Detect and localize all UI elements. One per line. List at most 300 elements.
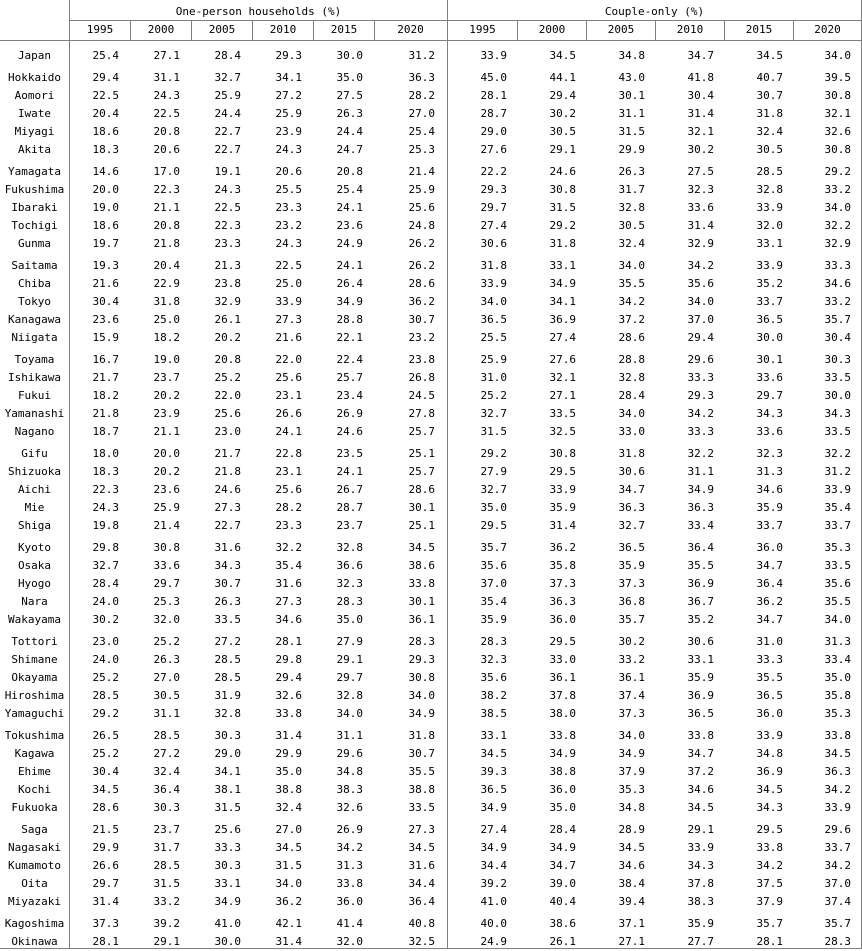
one-person-value: 38.8 (408, 783, 435, 796)
one-person-value: 28.6 (92, 801, 119, 814)
one-person-value: 20.0 (153, 447, 180, 460)
year-header: 2015 (745, 23, 773, 36)
year-header: 2005 (607, 23, 635, 36)
one-person-value: 18.3 (92, 465, 119, 478)
prefecture-label: Saitama (11, 259, 58, 272)
prefecture-label: Gifu (21, 447, 48, 460)
one-person-value: 24.6 (336, 425, 363, 438)
prefecture-label: Gunma (17, 237, 52, 250)
one-person-value: 25.6 (214, 823, 241, 836)
one-person-value: 30.3 (214, 729, 241, 742)
one-person-value: 25.6 (214, 407, 241, 420)
couple-only-value: 36.5 (618, 541, 645, 554)
couple-only-value: 35.3 (824, 541, 851, 554)
couple-only-value: 30.5 (549, 125, 576, 138)
prefecture-label: Japan (17, 49, 52, 62)
one-person-value: 36.2 (408, 295, 435, 308)
couple-only-value: 34.0 (824, 201, 851, 214)
one-person-value: 21.8 (214, 465, 241, 478)
couple-only-value: 28.5 (756, 165, 783, 178)
couple-only-value: 33.5 (549, 407, 576, 420)
couple-only-value: 30.2 (549, 107, 576, 120)
one-person-value: 29.8 (92, 541, 119, 554)
one-person-value: 22.4 (336, 353, 363, 366)
prefecture-label: Hyogo (17, 577, 52, 590)
couple-only-value: 36.8 (618, 595, 645, 608)
one-person-value: 17.0 (153, 165, 180, 178)
couple-only-value: 29.2 (824, 165, 851, 178)
couple-only-value: 35.9 (480, 613, 507, 626)
one-person-value: 30.1 (408, 595, 435, 608)
couple-only-value: 34.0 (824, 49, 851, 62)
one-person-value: 34.1 (275, 71, 302, 84)
year-header: 2000 (538, 23, 566, 36)
couple-only-value: 27.5 (687, 165, 714, 178)
one-person-value: 33.5 (214, 613, 241, 626)
one-person-value: 18.2 (92, 389, 119, 402)
couple-only-value: 35.3 (824, 707, 851, 720)
couple-only-value: 34.3 (756, 407, 783, 420)
one-person-value: 14.6 (92, 165, 119, 178)
prefecture-label: Kumamoto (8, 859, 61, 872)
couple-only-value: 32.8 (756, 183, 783, 196)
couple-only-value: 37.8 (687, 877, 714, 890)
couple-only-value: 37.0 (824, 877, 851, 890)
prefecture-label: Hiroshima (4, 689, 65, 702)
couple-only-value: 29.0 (480, 125, 507, 138)
couple-only-value: 34.9 (480, 841, 507, 854)
couple-only-value: 34.7 (618, 483, 645, 496)
couple-only-value: 35.0 (480, 501, 507, 514)
couple-only-value: 37.1 (618, 917, 645, 930)
couple-only-value: 33.5 (824, 559, 851, 572)
couple-only-value: 29.6 (824, 823, 851, 836)
prefecture-label: Miyagi (14, 125, 55, 138)
one-person-value: 20.8 (153, 125, 180, 138)
one-person-value: 30.5 (153, 689, 180, 702)
couple-only-value: 36.4 (756, 577, 783, 590)
couple-only-value: 34.0 (618, 407, 645, 420)
couple-only-value: 45.0 (480, 71, 507, 84)
one-person-value: 18.2 (153, 331, 180, 344)
one-person-value: 24.7 (336, 143, 363, 156)
one-person-value: 27.3 (214, 501, 241, 514)
couple-only-value: 31.0 (756, 635, 783, 648)
one-person-value: 31.2 (408, 49, 435, 62)
prefecture-label: Miyazaki (8, 895, 61, 908)
couple-only-value: 38.0 (549, 707, 576, 720)
one-person-value: 29.4 (92, 71, 119, 84)
one-person-value: 32.2 (275, 541, 302, 554)
one-person-value: 24.4 (336, 125, 363, 138)
one-person-value: 22.5 (153, 107, 180, 120)
one-person-value: 26.7 (336, 483, 363, 496)
prefecture-label: Nagasaki (8, 841, 61, 854)
one-person-value: 26.3 (336, 107, 363, 120)
couple-only-value: 37.9 (618, 765, 645, 778)
one-person-value: 24.3 (153, 89, 180, 102)
couple-only-value: 34.6 (687, 783, 714, 796)
couple-only-value: 30.2 (687, 143, 714, 156)
couple-only-value: 29.7 (756, 389, 783, 402)
one-person-value: 22.8 (275, 447, 302, 460)
couple-only-value: 29.3 (687, 389, 714, 402)
couple-only-value: 32.1 (549, 371, 576, 384)
couple-only-value: 31.2 (824, 465, 851, 478)
one-person-value: 32.3 (336, 577, 363, 590)
one-person-value: 18.0 (92, 447, 119, 460)
one-person-value: 30.1 (408, 501, 435, 514)
one-person-value: 24.5 (408, 389, 435, 402)
couple-only-value: 27.9 (480, 465, 507, 478)
one-person-value: 25.0 (153, 313, 180, 326)
one-person-value: 34.0 (408, 689, 435, 702)
one-person-value: 29.9 (92, 841, 119, 854)
one-person-value: 18.6 (92, 125, 119, 138)
couple-only-value: 35.5 (687, 559, 714, 572)
one-person-value: 22.5 (275, 259, 302, 272)
couple-only-value: 34.7 (549, 859, 576, 872)
one-person-value: 23.3 (275, 519, 302, 532)
border-below-year-header (0, 40, 862, 41)
couple-only-value: 34.5 (756, 49, 783, 62)
prefecture-label: Wakayama (8, 613, 61, 626)
one-person-value: 30.0 (214, 935, 241, 948)
couple-only-value: 34.2 (687, 407, 714, 420)
one-person-value: 23.0 (214, 425, 241, 438)
one-person-value: 27.3 (275, 313, 302, 326)
one-person-value: 21.8 (153, 237, 180, 250)
one-person-value: 25.2 (153, 635, 180, 648)
couple-only-value: 31.7 (618, 183, 645, 196)
one-person-value: 37.3 (92, 917, 119, 930)
couple-only-value: 29.4 (687, 331, 714, 344)
one-person-value: 23.9 (153, 407, 180, 420)
one-person-value: 32.7 (214, 71, 241, 84)
one-person-value: 29.8 (275, 653, 302, 666)
one-person-value: 23.6 (153, 483, 180, 496)
couple-only-value: 25.9 (480, 353, 507, 366)
couple-only-value: 34.7 (687, 747, 714, 760)
couple-only-value: 35.4 (480, 595, 507, 608)
one-person-value: 24.3 (275, 143, 302, 156)
couple-only-value: 33.1 (687, 653, 714, 666)
one-person-value: 34.5 (275, 841, 302, 854)
one-person-value: 21.3 (214, 259, 241, 272)
couple-only-value: 32.3 (687, 183, 714, 196)
year-header: 2010 (676, 23, 704, 36)
one-person-value: 31.7 (153, 841, 180, 854)
one-person-value: 20.2 (153, 465, 180, 478)
one-person-value: 35.4 (275, 559, 302, 572)
couple-only-value: 27.1 (549, 389, 576, 402)
one-person-value: 31.4 (92, 895, 119, 908)
one-person-value: 27.1 (153, 49, 180, 62)
one-person-value: 25.1 (408, 447, 435, 460)
prefecture-label: Akita (17, 143, 52, 156)
one-person-value: 21.5 (92, 823, 119, 836)
one-person-value: 25.3 (153, 595, 180, 608)
couple-only-value: 30.7 (756, 89, 783, 102)
one-person-value: 30.8 (153, 541, 180, 554)
one-person-value: 20.4 (92, 107, 119, 120)
one-person-value: 20.8 (214, 353, 241, 366)
couple-only-value: 33.4 (824, 653, 851, 666)
prefecture-label: Osaka (17, 559, 52, 572)
one-person-value: 38.1 (214, 783, 241, 796)
couple-only-value: 33.9 (824, 483, 851, 496)
couple-only-value: 36.2 (549, 541, 576, 554)
one-person-value: 26.9 (336, 407, 363, 420)
one-person-value: 22.7 (214, 143, 241, 156)
one-person-value: 21.6 (92, 277, 119, 290)
one-person-value: 41.4 (336, 917, 363, 930)
one-person-value: 30.0 (336, 49, 363, 62)
couple-only-value: 31.0 (480, 371, 507, 384)
couple-only-value: 36.5 (480, 783, 507, 796)
couple-only-value: 34.0 (480, 295, 507, 308)
year-header: 2015 (330, 23, 358, 36)
couple-only-value: 32.7 (618, 519, 645, 532)
prefecture-label: Aichi (17, 483, 52, 496)
one-person-value: 33.1 (214, 877, 241, 890)
one-person-value: 24.6 (214, 483, 241, 496)
one-person-value: 28.6 (408, 277, 435, 290)
one-person-value: 25.4 (336, 183, 363, 196)
one-person-value: 19.8 (92, 519, 119, 532)
one-person-value: 30.8 (408, 671, 435, 684)
couple-only-value: 28.1 (480, 89, 507, 102)
couple-only-value: 25.5 (480, 331, 507, 344)
one-person-value: 26.3 (214, 595, 241, 608)
couple-only-value: 36.5 (756, 689, 783, 702)
one-person-value: 25.9 (214, 89, 241, 102)
couple-only-value: 38.5 (480, 707, 507, 720)
one-person-value: 26.8 (408, 371, 435, 384)
couple-only-value: 37.4 (618, 689, 645, 702)
one-person-value: 28.1 (275, 635, 302, 648)
one-person-value: 21.1 (153, 201, 180, 214)
one-person-value: 20.8 (336, 165, 363, 178)
one-person-value: 22.3 (153, 183, 180, 196)
couple-only-value: 35.5 (618, 277, 645, 290)
couple-only-value: 33.7 (824, 519, 851, 532)
prefecture-label: Chiba (17, 277, 52, 290)
couple-only-value: 29.4 (549, 89, 576, 102)
couple-only-value: 30.4 (687, 89, 714, 102)
one-person-value: 33.5 (408, 801, 435, 814)
one-person-value: 30.7 (214, 577, 241, 590)
one-person-value: 31.6 (408, 859, 435, 872)
one-person-value: 36.0 (336, 895, 363, 908)
couple-only-value: 36.9 (687, 689, 714, 702)
one-person-value: 26.4 (336, 277, 363, 290)
one-person-value: 28.3 (408, 635, 435, 648)
one-person-value: 32.4 (153, 765, 180, 778)
one-person-value: 29.3 (408, 653, 435, 666)
one-person-value: 29.1 (336, 653, 363, 666)
couple-only-value: 32.3 (756, 447, 783, 460)
couple-only-value: 34.9 (618, 747, 645, 760)
couple-only-value: 33.9 (756, 201, 783, 214)
one-person-value: 27.2 (214, 635, 241, 648)
one-person-value: 28.5 (153, 729, 180, 742)
one-person-value: 32.0 (153, 613, 180, 626)
couple-only-value: 35.0 (824, 671, 851, 684)
couple-only-value: 39.4 (618, 895, 645, 908)
couple-only-value: 33.7 (756, 519, 783, 532)
couple-only-value: 34.0 (687, 295, 714, 308)
couple-only-value: 31.4 (687, 219, 714, 232)
one-person-value: 36.4 (153, 783, 180, 796)
one-person-value: 34.9 (336, 295, 363, 308)
couple-only-value: 27.1 (618, 935, 645, 948)
one-person-value: 28.6 (408, 483, 435, 496)
couple-only-value: 37.3 (618, 707, 645, 720)
one-person-value: 25.1 (408, 519, 435, 532)
one-person-value: 27.5 (336, 89, 363, 102)
one-person-value: 23.9 (275, 125, 302, 138)
couple-only-value: 34.5 (756, 783, 783, 796)
one-person-value: 25.7 (408, 425, 435, 438)
couple-only-value: 30.2 (618, 635, 645, 648)
one-person-value: 30.7 (408, 747, 435, 760)
one-person-value: 16.7 (92, 353, 119, 366)
couple-only-value: 34.8 (618, 801, 645, 814)
couple-only-value: 35.6 (824, 577, 851, 590)
one-person-value: 36.4 (408, 895, 435, 908)
one-person-value: 25.6 (275, 483, 302, 496)
one-person-value: 19.1 (214, 165, 241, 178)
one-person-value: 24.1 (336, 259, 363, 272)
one-person-value: 29.7 (336, 671, 363, 684)
couple-only-value: 40.7 (756, 71, 783, 84)
one-person-value: 24.3 (275, 237, 302, 250)
prefecture-label: Hokkaido (8, 71, 61, 84)
couple-only-value: 31.3 (756, 465, 783, 478)
year-header: 1995 (86, 23, 114, 36)
one-person-value: 25.3 (408, 143, 435, 156)
couple-only-value: 36.0 (549, 783, 576, 796)
year-header: 2020 (814, 23, 841, 36)
prefecture-label: Kanagawa (8, 313, 61, 326)
couple-only-value: 29.6 (687, 353, 714, 366)
prefecture-label: Yamanashi (4, 407, 65, 420)
one-person-value: 24.0 (92, 653, 119, 666)
couple-only-value: 34.7 (687, 49, 714, 62)
couple-only-value: 37.9 (756, 895, 783, 908)
one-person-value: 25.9 (153, 501, 180, 514)
prefecture-label: Kochi (17, 783, 52, 796)
couple-only-value: 31.4 (549, 519, 576, 532)
one-person-value: 32.0 (336, 935, 363, 948)
couple-only-value: 35.4 (824, 501, 851, 514)
one-person-value: 23.6 (92, 313, 119, 326)
couple-only-value: 35.7 (824, 917, 851, 930)
one-person-value: 19.7 (92, 237, 119, 250)
couple-only-value: 27.4 (480, 823, 507, 836)
one-person-value: 32.7 (92, 559, 119, 572)
couple-only-value: 34.9 (549, 841, 576, 854)
prefecture-label: Kyoto (17, 541, 52, 554)
couple-only-value: 31.1 (687, 465, 714, 478)
couple-only-value: 28.1 (756, 935, 783, 948)
one-person-value: 26.5 (92, 729, 119, 742)
couple-only-value: 29.3 (480, 183, 507, 196)
one-person-value: 32.8 (336, 541, 363, 554)
one-person-value: 23.7 (153, 371, 180, 384)
couple-only-value: 33.9 (824, 801, 851, 814)
couple-only-value: 36.1 (549, 671, 576, 684)
couple-only-value: 43.0 (618, 71, 645, 84)
one-person-value: 21.8 (92, 407, 119, 420)
one-person-value: 26.3 (153, 653, 180, 666)
couple-only-value: 32.4 (756, 125, 783, 138)
couple-only-value: 35.9 (549, 501, 576, 514)
one-person-value: 34.6 (275, 613, 302, 626)
couple-only-value: 33.8 (824, 729, 851, 742)
one-person-value: 25.0 (275, 277, 302, 290)
couple-only-value: 34.9 (687, 483, 714, 496)
couple-only-value: 34.2 (618, 295, 645, 308)
prefecture-label: Tottori (11, 635, 58, 648)
couple-only-value: 40.4 (549, 895, 576, 908)
couple-only-value: 34.5 (480, 747, 507, 760)
prefecture-label: Yamagata (8, 165, 61, 178)
prefecture-label: Okinawa (11, 935, 58, 948)
couple-only-value: 33.8 (756, 841, 783, 854)
couple-only-value: 35.0 (549, 801, 576, 814)
one-person-value: 20.0 (92, 183, 119, 196)
one-person-value: 19.0 (92, 201, 119, 214)
one-person-value: 34.9 (408, 707, 435, 720)
couple-only-value: 36.2 (756, 595, 783, 608)
couple-only-value: 33.1 (756, 237, 783, 250)
couple-only-value: 28.4 (618, 389, 645, 402)
couple-only-value: 24.6 (549, 165, 576, 178)
one-person-value: 36.2 (275, 895, 302, 908)
one-person-value: 28.2 (275, 501, 302, 514)
couple-only-value: 34.6 (824, 277, 851, 290)
one-person-value: 36.3 (408, 71, 435, 84)
couple-only-value: 33.6 (756, 425, 783, 438)
couple-only-value: 33.7 (756, 295, 783, 308)
couple-only-value: 32.7 (480, 407, 507, 420)
one-person-value: 31.1 (153, 707, 180, 720)
couple-only-value: 34.3 (687, 859, 714, 872)
one-person-value: 31.1 (336, 729, 363, 742)
one-person-value: 32.4 (275, 801, 302, 814)
one-person-value: 22.9 (153, 277, 180, 290)
one-person-value: 39.2 (153, 917, 180, 930)
couple-only-value: 37.0 (687, 313, 714, 326)
one-person-value: 20.6 (153, 143, 180, 156)
couple-only-value: 32.0 (756, 219, 783, 232)
couple-only-value: 30.4 (824, 331, 851, 344)
one-person-value: 35.0 (336, 71, 363, 84)
one-person-value: 28.5 (153, 859, 180, 872)
one-person-value: 29.0 (214, 747, 241, 760)
one-person-value: 28.3 (336, 595, 363, 608)
couple-only-value: 36.3 (824, 765, 851, 778)
couple-only-value: 34.0 (824, 613, 851, 626)
one-person-value: 22.3 (92, 483, 119, 496)
couple-only-value: 25.2 (480, 389, 507, 402)
one-person-value: 22.5 (214, 201, 241, 214)
one-person-value: 24.0 (92, 595, 119, 608)
one-person-value: 34.2 (336, 841, 363, 854)
one-person-value: 29.4 (275, 671, 302, 684)
